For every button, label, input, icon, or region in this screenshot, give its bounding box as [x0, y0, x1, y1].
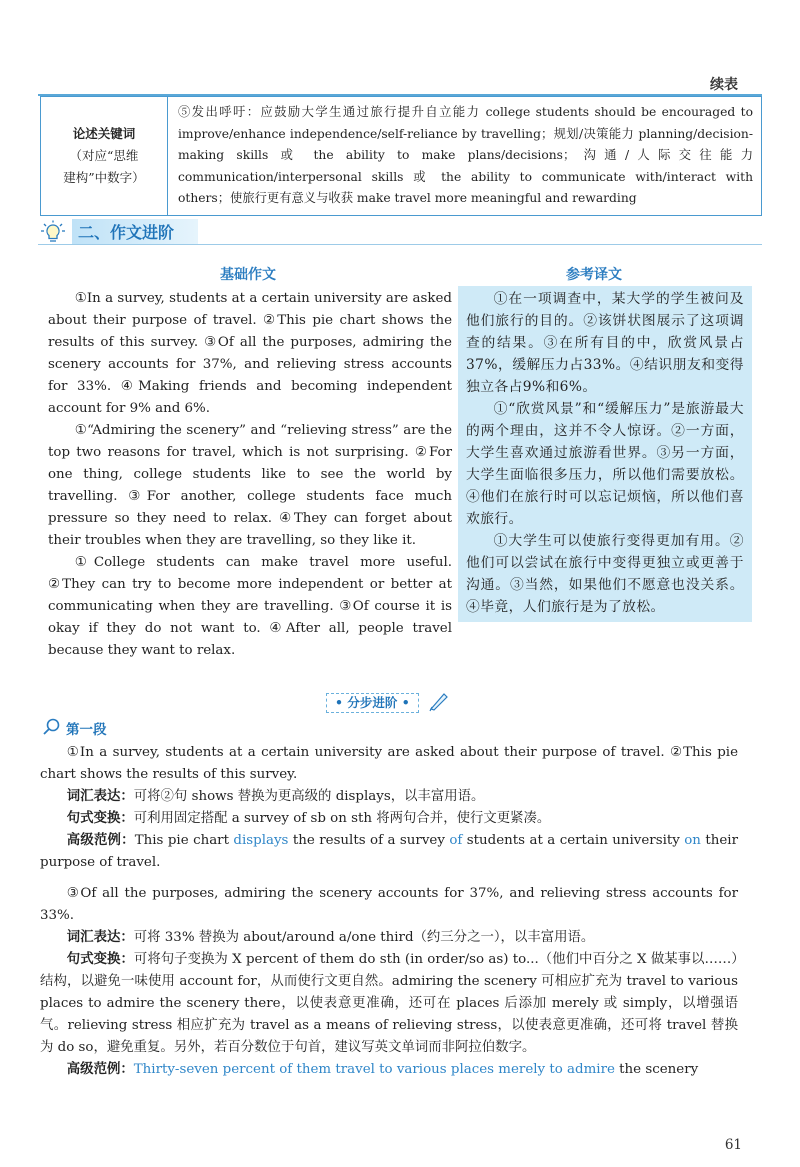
highlighted-phrase: Thirty-seven percent of them travel to various places merely to admire: [133, 1062, 615, 1077]
essay-paragraph: ①In a survey, students at a certain university are asked about their purpose of travel. ②This pie chart shows the results of this survey. ③Of all the purposes, admiring the scenery accounts for 37%, and relieving stress accounts for 33%. ④Making friends and becoming independent account for 9% and 6%.: [48, 291, 452, 416]
advanced-example-2: [40, 1059, 738, 1081]
example-label: 高级范例：: [66, 833, 135, 848]
segment-title: [42, 718, 107, 738]
essay-heading: 基础作文: [220, 267, 276, 283]
vocab-tip-2: [40, 927, 738, 949]
example-text: their purpose of travel.: [40, 833, 738, 870]
keyword-table-title: 论述关键词: [72, 125, 136, 141]
example-label: 高级范例：: [66, 1062, 134, 1077]
example-text: the results of a survey: [288, 833, 450, 848]
page-number: 61: [724, 1137, 742, 1153]
syntax-label: 句式变换：: [66, 952, 134, 967]
section-title: 二、作文进阶: [72, 219, 198, 244]
essay-paragraph: ①College students can make travel more useful. ②They can try to become more independent or better at communicating when they are travelling. ③Of course it is okay if they do not want to. ④After all, people travel because they want to relax.: [48, 555, 452, 658]
lightbulb-icon: [38, 220, 68, 244]
vocab-label: 词汇表达：: [66, 930, 134, 945]
keyword-table-content: ⑤发出呼吁：应鼓励大学生通过旅行提升自立能力 college students should be encouraged to improve/enhance independence/self-reliance by travelling；规划/决策能力 planning/decision-making skills 或 the ability to make plans/decisions；沟通/人际交往能力 communication/interpersonal skills 或 the ability to communicate with/interact with others；使旅行更有意义与收获 make travel more meaningful and rewarding: [168, 97, 762, 216]
keyword-table-note-1: （对应“思维: [69, 147, 139, 163]
essay-paragraph: ①“Admiring the scenery” and “relieving stress” are the top two reasons for travel, which is not surprising. ②For one thing, college students like to see the world by travelling. ③For another, college students face much pressure so they need to relax. ④They can forget about their troubles when they are travelling, so they like it.: [48, 423, 452, 548]
syntax-tip-1: [40, 808, 738, 830]
step-progress-tag: • 分步进阶 •: [326, 693, 419, 713]
syntax-text: 可利用固定搭配 a survey of sb on sth 将两句合并，使行文更紧凑。: [133, 811, 551, 826]
example-text: the scenery: [614, 1062, 699, 1077]
basic-essay: [48, 288, 452, 662]
pen-icon: [428, 690, 450, 712]
vocab-label: 词汇表达：: [66, 789, 134, 804]
section-heading-bar: [38, 220, 762, 245]
keyword-table-note-2: 建构”中数字）: [63, 169, 145, 185]
reference-translation-panel: [458, 286, 752, 622]
advanced-example-1: [40, 830, 738, 874]
syntax-text: 可将句子变换为 X percent of them do sth (in order/so as) to...（他们中百分之 X 做某事以……）结构，以避免一味使用 account for，从而使行文更自然。admiring the scenery 可相应扩充为 travel to various places to admire the scenery there，以使表意更准确，还可在 places 后添加 merely 或 simply，以增强语气。relieving stress 相应扩充为 travel as a means of relieving stress，以使表意更准确，还可将 travel 替换为 do so，避免重复。另外，若百分数位于句首，建议写英文单词而非阿拉伯数字。: [40, 952, 739, 1055]
vocab-text: 可将②句 shows 替换为更高级的 displays，以丰富用语。: [133, 789, 485, 804]
vocab-text: 可将 33% 替换为 about/around a/one third（约三分之一），以丰富用语。: [133, 930, 595, 945]
example-text: students at a certain university: [462, 833, 685, 848]
highlighted-word: of: [449, 833, 463, 848]
paragraph1-sentence3: ③Of all the purposes, admiring the scenery accounts for 37%, and relieving stress accounts for 33%.: [40, 886, 738, 923]
segment-title-text: 第一段: [66, 722, 107, 738]
vocab-tip-1: [40, 786, 738, 808]
paragraph1-original: ①In a survey, students at a certain university are asked about their purpose of travel. ②This pie chart shows the results of this survey.: [40, 745, 738, 782]
step-analysis: [40, 742, 738, 1081]
syntax-label: 句式变换：: [66, 811, 134, 826]
translation-paragraph: ①大学生可以使旅行变得更加有用。②他们可以尝试在旅行中变得更独立或更善于沟通。③当然，如果他们不愿意也没关系。④毕竟，人们旅行是为了放松。: [466, 533, 744, 615]
translation-paragraph: ①“欣赏风景”和“缓解压力”是旅游最大的两个理由，这并不令人惊讶。②一方面，大学生喜欢通过旅游看世界。③另一方面，大学生面临很多压力，所以他们需要放松。④他们在旅行时可以忘记烦恼，所以他们喜欢旅行。: [466, 401, 744, 527]
highlighted-word: displays: [233, 833, 289, 848]
highlighted-word: on: [684, 833, 701, 848]
example-text: This pie chart: [134, 833, 234, 848]
translation-paragraph: ①在一项调查中，某大学的学生被问及他们旅行的目的。②该饼状图展示了这项调查的结果。③在所有目的中，欣赏风景占37%，缓解压力占33%。④结识朋友和变得独立各占9%和6%。: [466, 291, 744, 395]
syntax-tip-2: [40, 949, 738, 1059]
keyword-table: [40, 96, 762, 216]
keyword-table-label-cell: [41, 97, 168, 216]
continued-table-label: 续表: [710, 77, 738, 93]
translation-heading: 参考译文: [566, 267, 622, 283]
